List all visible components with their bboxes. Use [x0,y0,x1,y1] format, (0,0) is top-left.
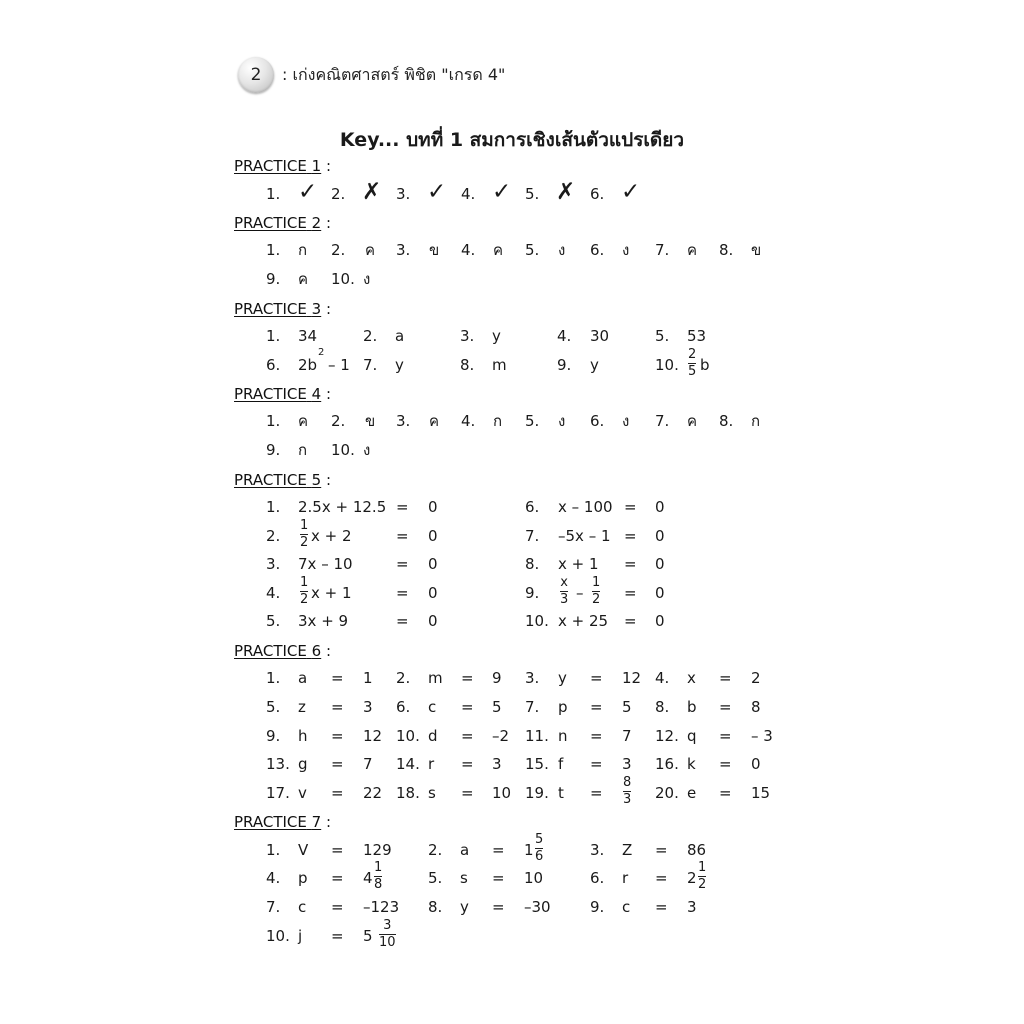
p2-answer: ค [298,270,309,288]
practice-heading-2: PRACTICE 2 : [234,214,332,232]
p7-variable: p [298,869,308,887]
fraction: 1 2 [300,575,309,607]
p7-value: –30 [524,898,551,916]
p7-variable: j [298,927,303,945]
p6-label: 18. [396,784,420,802]
p6-equals: = [461,727,474,745]
p6-label: 3. [525,669,540,687]
p6-label: 10. [396,727,420,745]
p5-equals: = [396,498,409,516]
p4-answer: ง [622,412,630,430]
p3-label: 2. [363,327,378,345]
p6-variable: v [298,784,307,802]
p6-equals: = [719,669,732,687]
p7-value: 10 [524,869,544,887]
p6-equals: = [590,669,603,687]
page-number-badge: 2 [238,57,274,93]
p6-equals: = [719,698,732,716]
p6-value: 3 [622,755,632,773]
p6-equals: = [719,727,732,745]
p5-equals: = [396,527,409,545]
p7-label: 1. [266,841,281,859]
p3-answer: 53 [687,327,707,345]
p6-value: 0 [751,755,761,773]
p6-value: 9 [492,669,502,687]
practice-heading-3: PRACTICE 3 : [234,300,332,318]
p6-label: 11. [525,727,549,745]
check-icon: ✓ [621,179,641,205]
p3-label: 9. [557,356,572,374]
p7-label: 10. [266,927,290,945]
p5-expression: x – 100 [558,498,613,516]
p1-label: 3. [396,185,411,203]
check-icon: ✓ [427,179,447,205]
p3-label: 8. [460,356,475,374]
p3-label: 10. [655,356,679,374]
p2-label: 6. [590,241,605,259]
p7-value: 129 [363,841,392,859]
p5-label: 6. [525,498,540,516]
p3-answer: a [395,327,405,345]
p6-value: 7 [363,755,373,773]
fraction: 2 5 [688,347,697,379]
p7-variable: a [460,841,470,859]
p3-label: 1. [266,327,281,345]
p3-label: 4. [557,327,572,345]
p6-label: 5. [266,698,281,716]
p4-answer: ง [363,441,371,459]
p2-label: 9. [266,270,281,288]
p6-value: 3 [492,755,502,773]
p6-equals: = [590,755,603,773]
p7-value: 86 [687,841,707,859]
p6-variable: b [687,698,697,716]
p7-variable: r [622,869,629,887]
p7-value: 2 [687,869,697,887]
p5-zero: 0 [428,498,438,516]
p2-answer: ง [622,241,630,259]
p2-answer: ก [298,241,308,259]
p6-label: 15. [525,755,549,773]
p6-variable: g [298,755,308,773]
p2-answer: ค [493,241,504,259]
p5-equals: = [396,555,409,573]
p3-answer: 30 [590,327,610,345]
p4-answer: ค [298,412,309,430]
p6-equals: = [590,727,603,745]
practice-heading-7: PRACTICE 7 : [234,813,332,831]
p6-value: 12 [622,669,642,687]
p6-variable: q [687,727,697,745]
p7-label: 4. [266,869,281,887]
p2-label: 3. [396,241,411,259]
p6-value: 8 [751,698,761,716]
p5-zero: 0 [655,584,665,602]
p5-equals: = [624,555,637,573]
p6-label: 13. [266,755,290,773]
p5-label: 5. [266,612,281,630]
p5-expression: x + 25 [558,612,609,630]
p6-label: 16. [655,755,679,773]
p6-label: 4. [655,669,670,687]
p7-label: 8. [428,898,443,916]
p6-variable: y [558,669,567,687]
p6-equals: = [331,669,344,687]
p7-label: 9. [590,898,605,916]
fraction: 5 6 [535,832,544,864]
p5-zero: 0 [655,527,665,545]
p5-equals: = [624,612,637,630]
p4-answer: ค [429,412,440,430]
p6-equals: = [331,784,344,802]
p5-expression: x + 1 [558,555,599,573]
p5-label: 2. [266,527,281,545]
p7-variable: s [460,869,468,887]
p4-label: 7. [655,412,670,430]
p1-label: 2. [331,185,346,203]
p1-label: 1. [266,185,281,203]
p6-variable: f [558,755,564,773]
cross-icon: ✗ [556,179,576,205]
p4-answer: ข [365,412,376,430]
p6-variable: k [687,755,696,773]
p7-equals: = [331,869,344,887]
fraction: 3 10 [379,918,396,950]
p6-equals: = [590,698,603,716]
p2-answer: ข [751,241,762,259]
p3-answer-tail: – 1 [328,356,350,374]
p6-value: – 3 [751,727,773,745]
p1-label: 5. [525,185,540,203]
p5-equals: = [624,584,637,602]
p5-label: 4. [266,584,281,602]
p5-equals: = [624,527,637,545]
p6-label: 14. [396,755,420,773]
practice-heading-6: PRACTICE 6 : [234,642,332,660]
p3-label: 7. [363,356,378,374]
p5-equals: = [396,612,409,630]
p6-variable: h [298,727,308,745]
p7-label: 6. [590,869,605,887]
p2-label: 7. [655,241,670,259]
p7-label: 7. [266,898,281,916]
practice-heading-4: PRACTICE 4 : [234,385,332,403]
p7-equals: = [655,841,668,859]
p6-value: 1 [363,669,373,687]
page-title: Key... บทที่ 1 สมการเชิงเส้นตัวแปรเดียว [339,129,685,151]
p3-answer: m [492,356,507,374]
p4-answer: ก [493,412,503,430]
p5-zero: 0 [655,555,665,573]
p7-variable: V [298,841,309,859]
p5-label: 7. [525,527,540,545]
p4-label: 9. [266,441,281,459]
p7-equals: = [492,841,505,859]
p2-label: 2. [331,241,346,259]
p6-label: 7. [525,698,540,716]
practice-heading-5: PRACTICE 5 : [234,471,332,489]
p3-answer: 34 [298,327,318,345]
p2-answer: ง [558,241,566,259]
p5-zero: 0 [428,612,438,630]
p6-equals: = [719,784,732,802]
p6-equals: = [590,784,603,802]
p1-label: 6. [590,185,605,203]
fraction: 1 8 [374,860,383,892]
p7-label: 3. [590,841,605,859]
p2-label: 5. [525,241,540,259]
p6-label: 17. [266,784,290,802]
p4-label: 1. [266,412,281,430]
p5-label: 1. [266,498,281,516]
p4-label: 8. [719,412,734,430]
p6-variable: z [298,698,306,716]
p2-answer: ค [687,241,698,259]
p3-label: 5. [655,327,670,345]
p5-expression: 7x – 10 [298,555,353,573]
p5-zero: 0 [428,527,438,545]
p6-variable: m [428,669,443,687]
p6-label: 1. [266,669,281,687]
p6-variable: s [428,784,436,802]
check-icon: ✓ [492,179,512,205]
p5-equals: = [624,498,637,516]
p4-label: 3. [396,412,411,430]
p5-expression: x + 1 [311,584,352,602]
p2-answer: ง [363,270,371,288]
p7-label: 2. [428,841,443,859]
p3-answer: y [492,327,501,345]
p5-expression: –5x – 1 [558,527,611,545]
p6-variable: x [687,669,696,687]
p4-answer: ง [558,412,566,430]
p6-label: 2. [396,669,411,687]
p6-label: 19. [525,784,549,802]
p5-label: 10. [525,612,549,630]
p6-equals: = [331,727,344,745]
p5-minus: – [576,584,584,602]
p5-zero: 0 [428,584,438,602]
p7-equals: = [331,927,344,945]
p7-equals: = [492,869,505,887]
p6-equals: = [461,784,474,802]
p6-value: 2 [751,669,761,687]
p6-variable: r [428,755,435,773]
p6-variable: p [558,698,568,716]
p6-value: 15 [751,784,771,802]
p6-variable: t [558,784,564,802]
p6-variable: n [558,727,568,745]
p3-label: 6. [266,356,281,374]
p6-variable: c [428,698,437,716]
check-icon: ✓ [298,179,318,205]
p7-variable: y [460,898,469,916]
p6-value: 7 [622,727,632,745]
p7-value: 4 [363,869,373,887]
p4-label: 4. [461,412,476,430]
p5-expression: x + 2 [311,527,352,545]
p6-equals: = [461,698,474,716]
p3-answer: y [590,356,599,374]
p2-answer: ข [429,241,440,259]
p2-label: 8. [719,241,734,259]
p3-label: 3. [460,327,475,345]
p2-answer: ค [365,241,376,259]
p4-label: 2. [331,412,346,430]
p6-label: 6. [396,698,411,716]
p7-value: 5 [363,927,373,945]
p6-value: –2 [492,727,510,745]
fraction: 8 3 [623,775,632,807]
p7-equals: = [331,841,344,859]
p7-equals: = [331,898,344,916]
p5-expression: 2.5x + 12.5 [298,498,387,516]
p3-answer: 2b [298,356,318,374]
p5-label: 3. [266,555,281,573]
p6-label: 12. [655,727,679,745]
p3-answer: y [395,356,404,374]
fraction: 1 2 [300,518,309,550]
p7-equals: = [655,869,668,887]
p5-equals: = [396,584,409,602]
p6-label: 20. [655,784,679,802]
p6-equals: = [461,669,474,687]
p6-label: 9. [266,727,281,745]
p7-variable: c [622,898,631,916]
p6-value: 5 [622,698,632,716]
p7-value: 3 [687,898,697,916]
p3-answer: b [700,356,710,374]
book-title: : เก่งคณิตศาสตร์ พิชิต "เกรด 4" [282,65,506,84]
p6-equals: = [331,755,344,773]
p7-variable: Z [622,841,633,859]
cross-icon: ✗ [362,179,382,205]
p7-label: 5. [428,869,443,887]
p4-label: 6. [590,412,605,430]
p5-label: 9. [525,584,540,602]
p4-answer: ก [751,412,761,430]
p6-equals: = [331,698,344,716]
p7-value: 1 [524,841,534,859]
p6-equals: = [719,755,732,773]
p7-equals: = [655,898,668,916]
fraction: 1 2 [592,575,601,607]
p5-zero: 0 [655,612,665,630]
p5-zero: 0 [428,555,438,573]
p6-value: 5 [492,698,502,716]
p4-label: 10. [331,441,355,459]
p6-value: 12 [363,727,383,745]
fraction: 1 2 [698,860,707,892]
p4-label: 5. [525,412,540,430]
p6-value: 10 [492,784,512,802]
p2-label: 1. [266,241,281,259]
fraction: x 3 [560,575,569,607]
p5-label: 8. [525,555,540,573]
p6-value: 22 [363,784,383,802]
p6-variable: e [687,784,697,802]
p7-value: –123 [363,898,400,916]
p5-zero: 0 [655,498,665,516]
p6-variable: a [298,669,308,687]
p6-label: 8. [655,698,670,716]
p1-label: 4. [461,185,476,203]
p2-label: 4. [461,241,476,259]
p7-variable: c [298,898,307,916]
p6-value: 3 [363,698,373,716]
p6-variable: d [428,727,438,745]
p6-equals: = [461,755,474,773]
p7-equals: = [492,898,505,916]
practice-heading-1: PRACTICE 1 : [234,157,332,175]
p5-expression: 3x + 9 [298,612,349,630]
p4-answer: ค [687,412,698,430]
p2-label: 10. [331,270,355,288]
p4-answer: ก [298,441,308,459]
p3-exponent: 2 [318,347,325,358]
